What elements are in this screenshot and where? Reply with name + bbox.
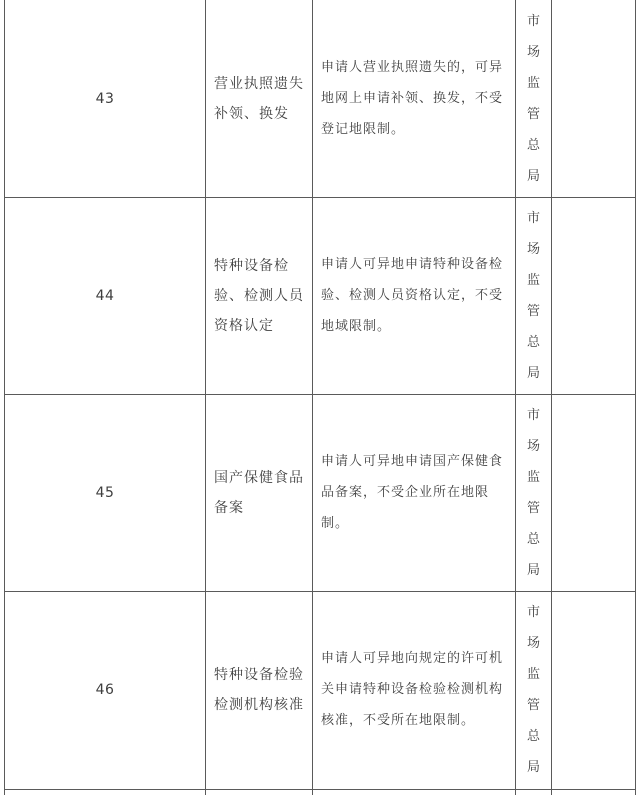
item-description: 申请人营业执照遗失的，可异地网上申请补领、换发，不受登记地限制。 [321,60,504,137]
department-char: 市 [526,407,540,423]
department-char: 监 [526,666,540,682]
item-name: 特种设备检验检测机构核准 [214,666,304,713]
department-char: 局 [526,168,540,184]
item-name-cell [206,0,312,197]
row-number: 43 [95,90,115,107]
item-name: 国产保健食品备案 [214,469,304,516]
department-cell [516,0,551,197]
table-row [0,0,640,197]
description-cell [313,197,515,394]
row-number-cell [5,197,205,394]
item-name-cell [206,591,312,788]
department-char: 总 [526,137,540,153]
row-number-cell [5,394,205,591]
department-char: 市 [526,210,540,226]
item-description: 申请人可异地申请特种设备检验、检测人员资格认定，不受地域限制。 [321,257,504,334]
department-cell [516,394,551,591]
department-char: 管 [526,697,540,713]
department-char: 场 [526,241,540,257]
description-cell [313,591,515,788]
department-char: 场 [526,438,540,454]
row-number: 46 [95,681,115,698]
item-description: 申请人可异地申请国产保健食品备案，不受企业所在地限制。 [321,454,504,531]
item-name: 特种设备检验、检测人员资格认定 [214,257,304,334]
item-name-cell [206,197,312,394]
row-divider [4,789,635,790]
department-char: 场 [526,635,540,651]
empty-cell [552,0,635,197]
department-cell [516,197,551,394]
department-char: 监 [526,469,540,485]
department-char: 总 [526,728,540,744]
table-row [0,394,640,591]
row-number: 45 [95,484,115,501]
department-char: 管 [526,106,540,122]
department-char: 管 [526,303,540,319]
empty-cell [552,394,635,591]
department-char: 监 [526,272,540,288]
row-number-cell [5,591,205,788]
department-char: 总 [526,531,540,547]
department-char: 场 [526,44,540,60]
description-cell [313,0,515,197]
table-row [0,591,640,788]
empty-cell [552,197,635,394]
empty-cell [552,591,635,788]
department-char: 市 [526,13,540,29]
department-char: 局 [526,365,540,381]
table-row [0,197,640,394]
department-char: 管 [526,500,540,516]
item-name-cell [206,394,312,591]
department-char: 监 [526,75,540,91]
row-number: 44 [95,287,115,304]
item-name: 营业执照遗失补领、换发 [214,75,304,122]
department-char: 总 [526,334,540,350]
row-number-cell [5,0,205,197]
item-description: 申请人可异地向规定的许可机关申请特种设备检验检测机构核准，不受所在地限制。 [321,651,504,728]
department-char: 市 [526,604,540,620]
description-cell [313,394,515,591]
department-char: 局 [526,562,540,578]
department-cell [516,591,551,788]
department-char: 局 [526,759,540,775]
